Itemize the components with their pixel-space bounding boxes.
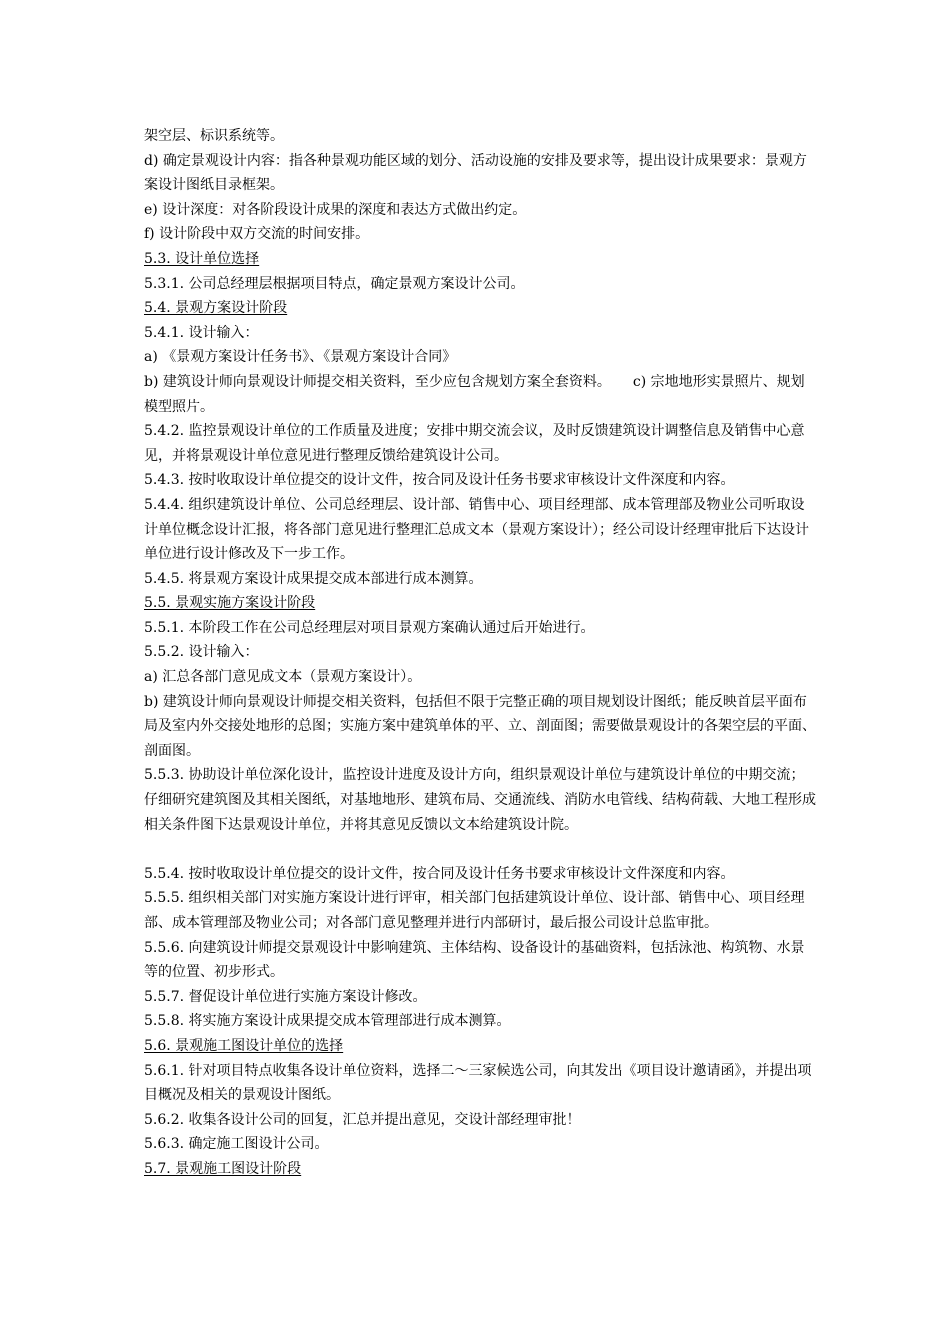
section-heading-5-4	[144, 296, 816, 321]
paragraph: 5.5.8. 将实施方案设计成果提交成本管理部进行成本测算。	[144, 1013, 511, 1030]
list-item-c: c) 宗地地形实景照片、规划模型照片。	[144, 373, 805, 415]
section-heading-5-6	[144, 1034, 816, 1059]
paragraph: 5.5.4. 按时收取设计单位提交的设计文件，按合同及设计任务书要求审核设计文件深度和内容。	[144, 865, 735, 882]
paragraph: 5.6.2. 收集各设计公司的回复，汇总并提出意见，交设计部经理审批！	[144, 1111, 581, 1128]
paragraph: 5.5.5. 组织相关部门对实施方案设计进行评审，相关部门包括建筑设计单位、设计部、销售中心、项目经理部、成本管理部及物业公司；对各部门意见整理并进行内部研讨，最后报公司设计总监审批。	[144, 890, 805, 931]
section-heading-text: 5.3. 设计单位选择	[144, 250, 260, 267]
section-heading-text: 5.4. 景观方案设计阶段	[144, 300, 288, 317]
section-heading-5-3	[144, 247, 816, 272]
paragraph: 5.4.3. 按时收取设计单位提交的设计文件，按合同及设计任务书要求审核设计文件深度和内容。	[144, 472, 735, 489]
paragraph: 5.4.4. 组织建筑设计单位、公司总经理层、设计部、销售中心、项目经理部、成本管理部及物业公司听取设计单位概念设计汇报，将各部门意见进行整理汇总成文本（景观方案设计）；经公司设计经理审批后下达设计单位进行设计修改及下一步工作。	[144, 496, 809, 563]
paragraph: b) 建筑设计师向景观设计师提交相关资料，包括但不限于完整正确的项目规划设计图纸；能反映首层平面布局及室内外交接处地形的总图；实施方案中建筑单体的平、立、剖面图；需要做景观设计的各架空层的平面、剖面图。	[144, 693, 816, 759]
paragraph: a) 《景观方案设计任务书》、《景观方案设计合同》	[144, 349, 457, 366]
paragraph: 5.5.3. 协助设计单位深化设计，监控设计进度及设计方向，组织景观设计单位与建筑设计单位的中期交流；仔细研究建筑图及其相关图纸，对基地地形、建筑布局、交通流线、消防水电管线、结构荷载、大地工程形成相关条件图下达景观设计单位，并将其意见反馈以文本给建筑设计院。	[144, 767, 816, 833]
paragraph: 5.4.5. 将景观方案设计成果提交成本部进行成本测算。	[144, 570, 483, 587]
section-heading-text: 5.6. 景观施工图设计单位的选择	[144, 1037, 344, 1054]
paragraph: 5.5.7. 督促设计单位进行实施方案设计修改。	[144, 988, 427, 1005]
section-heading-5-5	[144, 591, 816, 616]
list-item-b: b) 建筑设计师向景观设计师提交相关资料，至少应包含规划方案全套资料。	[144, 373, 611, 390]
section-heading-text: 5.5. 景观实施方案设计阶段	[144, 595, 316, 612]
document-page	[144, 124, 816, 1182]
paragraph: 5.4.2. 监控景观设计单位的工作质量及进度；安排中期交流会议，及时反馈建筑设计调整信息及销售中心意见，并将景观设计单位意见进行整理反馈给建筑设计公司。	[144, 423, 805, 464]
paragraph: f) 设计阶段中双方交流的时间安排。	[144, 226, 370, 243]
blank-line	[144, 837, 816, 862]
section-heading-5-7	[144, 1157, 816, 1182]
paragraph: e) 设计深度：对各阶段设计成果的深度和表达方式做出约定。	[144, 201, 527, 218]
paragraph: 5.4.1. 设计输入：	[144, 324, 259, 341]
paragraph: 5.6.3. 确定施工图设计公司。	[144, 1136, 329, 1153]
section-heading-text: 5.7. 景观施工图设计阶段	[144, 1160, 302, 1177]
paragraph	[144, 370, 816, 419]
paragraph: 5.5.1. 本阶段工作在公司总经理层对项目景观方案确认通过后开始进行。	[144, 619, 595, 636]
paragraph: 5.5.2. 设计输入：	[144, 644, 259, 661]
paragraph: 5.5.6. 向建筑设计师提交景观设计中影响建筑、主体结构、设备设计的基础资料，包括泳池、构筑物、水景等的位置、初步形式。	[144, 939, 805, 981]
paragraph: 5.3.1. 公司总经理层根据项目特点，确定景观方案设计公司。	[144, 275, 525, 292]
paragraph: d) 确定景观设计内容：指各种景观功能区域的划分、活动设施的安排及要求等，提出设计成果要求：景观方案设计图纸目录框架。	[144, 152, 807, 194]
paragraph: 5.6.1. 针对项目特点收集各设计单位资料，选择二～三家候选公司，向其发出《项目设计邀请函》，并提出项目概况及相关的景观设计图纸。	[144, 1062, 812, 1104]
paragraph: a) 汇总各部门意见成文本（景观方案设计）。	[144, 669, 422, 686]
paragraph: 架空层、标识系统等。	[144, 128, 284, 144]
